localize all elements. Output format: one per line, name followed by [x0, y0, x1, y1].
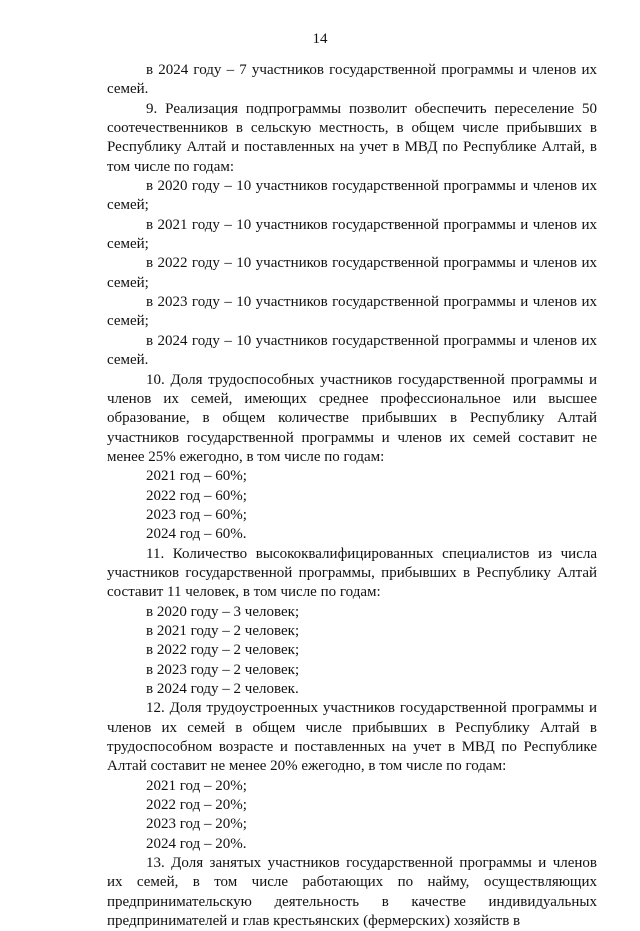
list-line: 2023 год – 60%;	[146, 506, 247, 523]
paragraph: в 2020 году – 10 участников государственной программы и членов их семей;	[107, 178, 597, 214]
list-line: в 2024 году – 2 человек.	[146, 681, 299, 697]
list-line: в 2022 году – 2 человек;	[146, 642, 300, 659]
list-line: 2024 год – 20%.	[146, 835, 247, 852]
list-line: 2023 год – 20%;	[146, 816, 247, 833]
paragraph: 11. Количество высококвалифицированных специалистов из числа участников государственной программы, прибывших в Республику Алтай составит 11 человек, в том числе по годам:	[107, 545, 597, 601]
paragraph: 12. Доля трудоустроенных участников государственной программы и членов их семей в общем числе прибывших в Республику Алтай в трудоспособном возрасте и поставленных на учет в МВД по Республике Алтай составит не менее 20% ежегодно, в том числе по годам:	[107, 700, 597, 775]
paragraph: в 2023 году – 10 участников государственной программы и членов их семей;	[107, 294, 597, 330]
list-line: в 2020 году – 3 человек;	[146, 603, 300, 620]
list-line: 2021 год – 60%;	[146, 468, 247, 485]
paragraph: в 2024 году – 10 участников государственной программы и членов их семей.	[107, 332, 597, 369]
paragraph: в 2024 году – 7 участников государственной программы и членов их семей.	[107, 62, 597, 98]
document-body	[107, 61, 597, 931]
paragraph: 10. Доля трудоспособных участников государственной программы и членов их семей, имеющих среднее профессиональное или высшее образование, в общем количестве прибывших в Республику Алтай участников государственной программы и членов их семей составит не менее 25% ежегодно, в том числе по годам:	[107, 371, 597, 465]
list-line: в 2021 году – 2 человек;	[146, 622, 300, 639]
list-line: 2022 год – 20%;	[146, 797, 247, 814]
paragraph: 9. Реализация подпрограммы позволит обеспечить переселение 50 соотечественников в сельскую местность, в общем числе прибывших в Республику Алтай и поставленных на учет в МВД по Республике Алтай, в том числе по годам:	[107, 100, 597, 175]
paragraph: в 2022 году – 10 участников государственной программы и членов их семей;	[107, 255, 597, 291]
paragraph: в 2021 году – 10 участников государственной программы и членов их семей;	[107, 216, 597, 253]
list-line: 2024 год – 60%.	[146, 526, 247, 543]
paragraph: 13. Доля занятых участников государственной программы и членов их семей, в том числе работающих по найму, осуществляющих предпринимательскую деятельность в качестве индивидуальных предпринимателей и глав крестьянских (фермерских) хозяйств в	[107, 855, 597, 930]
list-line: 2022 год – 60%;	[146, 487, 247, 504]
list-line: в 2023 году – 2 человек;	[146, 661, 300, 678]
list-line: 2021 год – 20%;	[146, 777, 247, 794]
page-number: 14	[312, 31, 328, 47]
